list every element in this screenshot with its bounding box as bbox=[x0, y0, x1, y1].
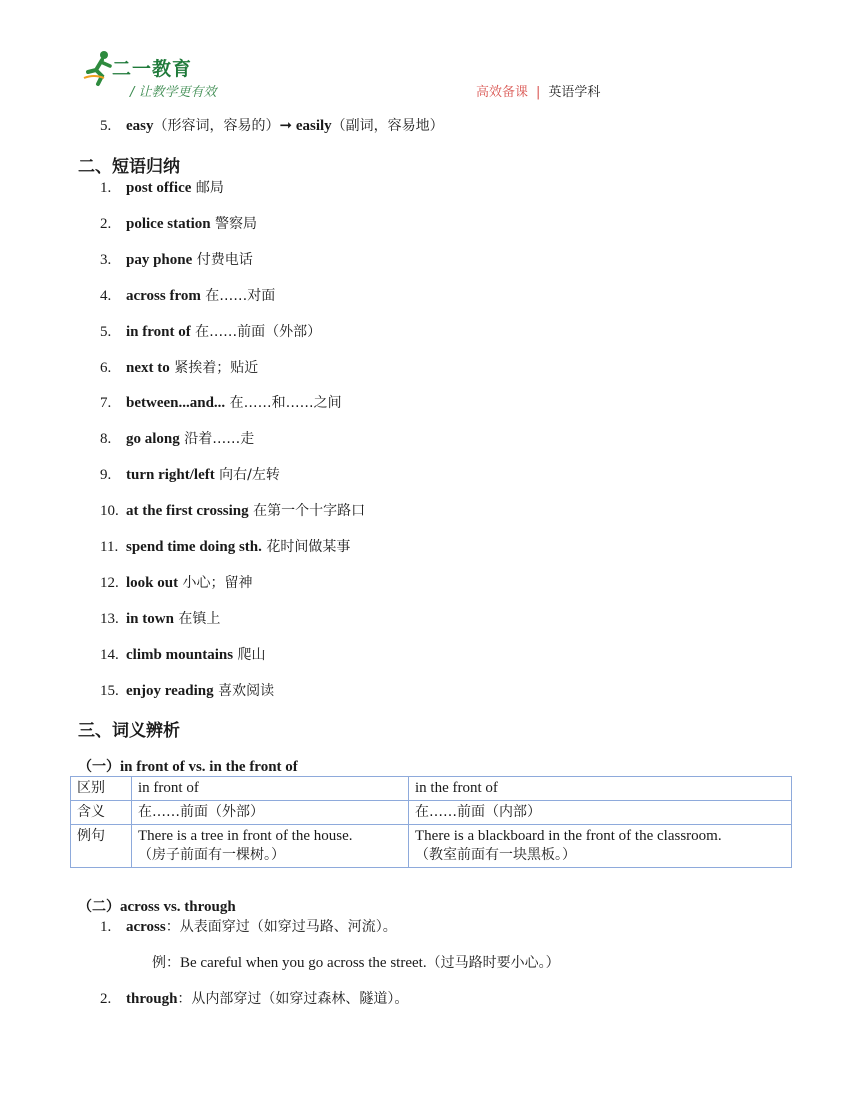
example-translation: （过马路时要小心。） bbox=[426, 955, 560, 971]
header-separator: | bbox=[536, 85, 541, 100]
easy-item bbox=[100, 116, 444, 136]
phrase-item bbox=[100, 429, 254, 449]
item-gloss-2: （副词，容易地） bbox=[331, 118, 444, 134]
table-cell: in front of bbox=[132, 777, 409, 801]
phrase-english: enjoy reading bbox=[126, 683, 214, 699]
phrase-chinese: 沿着……走 bbox=[179, 431, 255, 447]
phrase-english: post office bbox=[126, 180, 192, 196]
phrase-item bbox=[100, 214, 257, 234]
item-word: across bbox=[126, 919, 166, 935]
table-row bbox=[71, 777, 792, 801]
phrase-chinese: 在第一个十字路口 bbox=[248, 503, 366, 519]
subsection-text: in front of vs. in the front of bbox=[120, 759, 298, 775]
item-word-2: easily bbox=[295, 118, 332, 134]
item-word: through bbox=[126, 991, 178, 1007]
item-number: 3. bbox=[100, 252, 112, 268]
item-number: 5. bbox=[100, 324, 112, 340]
phrase-english: climb mountains bbox=[126, 647, 234, 663]
item-number: 11. bbox=[100, 539, 119, 555]
across-item bbox=[100, 917, 397, 937]
phrase-item bbox=[100, 322, 321, 342]
example-translation: （教室前面有一块黑板。） bbox=[415, 847, 576, 863]
phrase-item bbox=[100, 537, 350, 557]
phrase-item bbox=[100, 645, 266, 665]
comparison-table bbox=[70, 776, 792, 868]
phrase-item bbox=[100, 393, 342, 413]
item-number: 2. bbox=[100, 991, 112, 1007]
example-sentence: Be careful when you go across the street. bbox=[180, 955, 427, 971]
subsection-title-2 bbox=[78, 896, 236, 916]
phrase-item bbox=[100, 358, 258, 378]
phrase-chinese: 在镇上 bbox=[173, 611, 221, 627]
section-heading-distinction: 三、词义辨析 bbox=[78, 721, 180, 741]
example-sentence: There is a tree in front of the house. bbox=[138, 828, 353, 844]
table-cell: 区别 bbox=[71, 777, 132, 801]
phrase-chinese: 警察局 bbox=[210, 216, 258, 232]
phrase-chinese: 喜欢阅读 bbox=[213, 683, 275, 699]
phrase-item bbox=[100, 501, 365, 521]
slogan: / 让教学更有效 bbox=[130, 85, 217, 100]
phrase-chinese: 花时间做某事 bbox=[261, 539, 351, 555]
phrase-chinese: 在……对面 bbox=[200, 288, 276, 304]
phrase-english: turn right/left bbox=[126, 467, 215, 483]
phrase-item bbox=[100, 178, 224, 198]
phrase-item bbox=[100, 681, 274, 701]
item-number: 7. bbox=[100, 395, 112, 411]
item-number: 8. bbox=[100, 431, 112, 447]
phrase-item bbox=[100, 573, 253, 593]
subsection-label: （一） bbox=[78, 759, 120, 775]
item-number: 14. bbox=[100, 647, 119, 663]
item-number: 6. bbox=[100, 360, 112, 376]
item-number: 9. bbox=[100, 467, 112, 483]
table-cell: 在……前面（外部） bbox=[132, 801, 409, 825]
table-cell: 例句 bbox=[71, 825, 132, 868]
arrow-icon: ➞ bbox=[279, 118, 293, 134]
item-number: 10. bbox=[100, 503, 119, 519]
item-number: 1. bbox=[100, 180, 112, 196]
logo-text: 二一教育 bbox=[112, 58, 193, 80]
phrase-english: next to bbox=[126, 360, 170, 376]
phrase-english: in town bbox=[126, 611, 174, 627]
phrase-english: look out bbox=[126, 575, 179, 591]
phrase-item bbox=[100, 465, 280, 485]
item-word: easy bbox=[126, 118, 154, 134]
phrase-item bbox=[100, 609, 220, 629]
item-number: 12. bbox=[100, 575, 119, 591]
phrase-english: police station bbox=[126, 216, 211, 232]
item-number: 1. bbox=[100, 919, 112, 935]
table-cell: in the front of bbox=[409, 777, 792, 801]
item-number: 15. bbox=[100, 683, 119, 699]
subject-label: 英语学科 bbox=[548, 85, 601, 100]
phrase-english: across from bbox=[126, 288, 201, 304]
phrase-english: at the first crossing bbox=[126, 503, 249, 519]
phrase-english: go along bbox=[126, 431, 180, 447]
example-sentence: There is a blackboard in the front of the classroom. bbox=[415, 828, 722, 844]
phrase-item bbox=[100, 286, 275, 306]
item-gloss: （形容词，容易的） bbox=[153, 118, 280, 134]
phrase-chinese: 向右/左转 bbox=[214, 467, 280, 483]
example-label: 例： bbox=[152, 955, 180, 971]
example-translation: （房子前面有一棵树。） bbox=[138, 847, 285, 863]
phrase-english: in front of bbox=[126, 324, 191, 340]
subsection-label: （二） bbox=[78, 899, 120, 915]
section-heading-phrases: 二、短语归纳 bbox=[78, 157, 180, 177]
item-number: 2. bbox=[100, 216, 112, 232]
phrase-chinese: 付费电话 bbox=[192, 252, 253, 268]
phrase-chinese: 在……前面（外部） bbox=[190, 324, 322, 340]
phrase-item bbox=[100, 250, 253, 270]
phrase-chinese: 在……和……之间 bbox=[225, 395, 342, 411]
table-row bbox=[71, 825, 792, 868]
table-row bbox=[71, 801, 792, 825]
subsection-title-1 bbox=[78, 756, 298, 776]
across-example bbox=[152, 953, 560, 973]
phrase-chinese: 紧挨着；贴近 bbox=[169, 360, 259, 376]
phrase-chinese: 爬山 bbox=[233, 647, 266, 663]
table-cell: 含义 bbox=[71, 801, 132, 825]
phrase-english: spend time doing sth. bbox=[126, 539, 262, 555]
table-cell bbox=[409, 825, 792, 868]
phrase-english: between...and... bbox=[126, 395, 226, 411]
phrase-chinese: 小心；留神 bbox=[178, 575, 253, 591]
table-cell bbox=[132, 825, 409, 868]
item-description: ：从表面穿过（如穿过马路、河流）。 bbox=[165, 919, 397, 935]
phrase-english: pay phone bbox=[126, 252, 193, 268]
table-cell: 在……前面（内部） bbox=[409, 801, 792, 825]
subsection-text: across vs. through bbox=[120, 899, 236, 915]
course-label: 高效备课 bbox=[476, 85, 529, 100]
through-item bbox=[100, 989, 408, 1009]
item-number: 5. bbox=[100, 118, 112, 134]
item-number: 13. bbox=[100, 611, 119, 627]
phrase-chinese: 邮局 bbox=[191, 180, 224, 196]
header-course-info bbox=[476, 81, 600, 100]
item-number: 4. bbox=[100, 288, 112, 304]
item-description: ：从内部穿过（如穿过森林、隧道）。 bbox=[177, 991, 409, 1007]
